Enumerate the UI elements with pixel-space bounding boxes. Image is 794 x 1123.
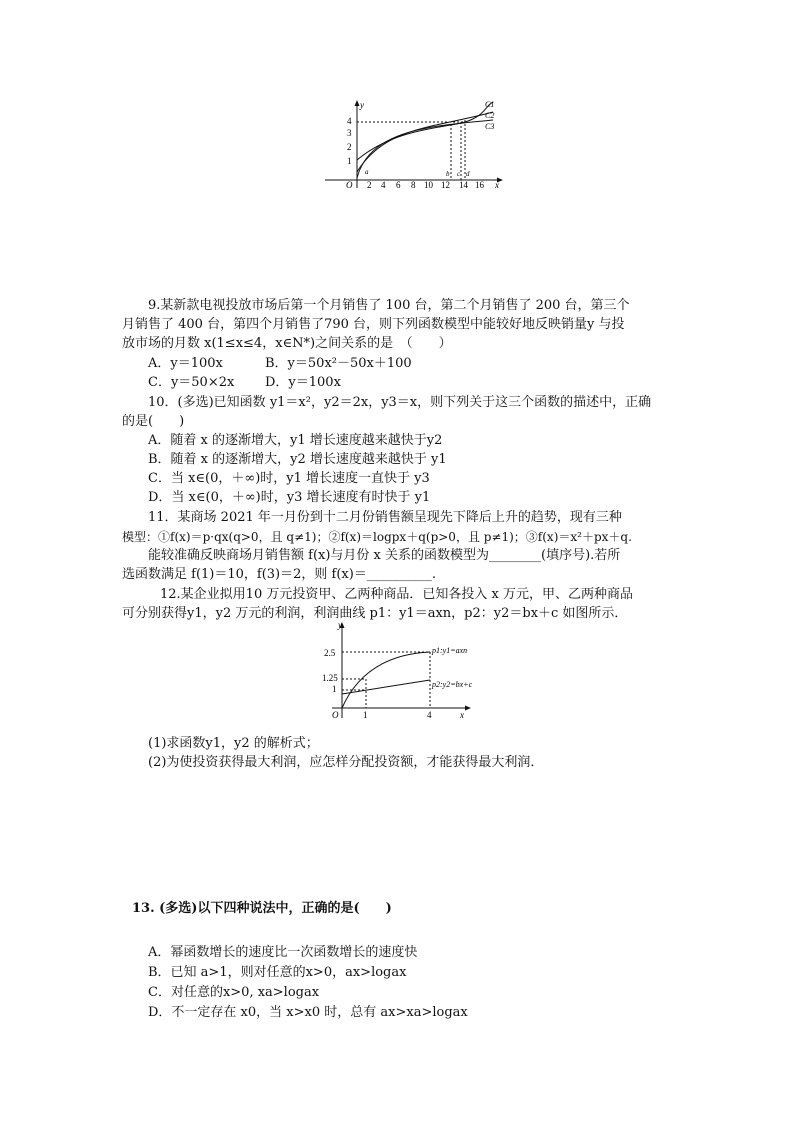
fig2-xtick: 4 [427, 710, 432, 720]
fig1-marker: d [466, 170, 470, 178]
fig1-marker: c [457, 170, 461, 178]
fig1-xtick: 2 [367, 180, 372, 190]
fig1-marker: b [446, 170, 450, 178]
fig1-curve-label: C3 [485, 122, 495, 131]
fig1-y-label: y [360, 100, 364, 110]
fig1-xtick: 6 [396, 180, 401, 190]
q10-option-b: B．随着 x 的逐渐增大，y2 增长速度越来越快于 y1 [148, 452, 447, 467]
figure-profit-curves [318, 620, 508, 724]
fig1-xtick: 14 [459, 180, 468, 190]
q13-option-d: D．不一定存在 x0，当 x>x0 时，总有 ax>xa>logax [148, 1005, 468, 1020]
fig1-curve-label: C1 [485, 100, 495, 109]
fig2-xtick: 1 [363, 710, 368, 720]
fig2-origin: O [332, 710, 339, 720]
fig1-origin: O [346, 180, 353, 190]
fig1-ytick: 1 [347, 156, 352, 166]
q9-option-a: A．y＝100x [148, 356, 223, 371]
fig1-curve-label: C2 [485, 111, 495, 120]
fig1-xtick: 10 [424, 180, 433, 190]
q11-line3: 能较准确反映商场月销售额 f(x)与月份 x 关系的函数模型为________(填序号).若所 [148, 548, 621, 563]
q10-line2: 的是( ) [122, 414, 185, 429]
q10-option-c: C．当 x∈(0，＋∞)时，y1 增长速度一直快于 y3 [148, 471, 430, 486]
fig2-curve2-label: p2:y2=bx+c [432, 680, 473, 689]
q13-title: 13. (多选)以下四种说法中，正确的是( ) [132, 901, 392, 916]
q12-sub1: (1)求函数y1，y2 的解析式； [148, 736, 319, 751]
q10-line1: 10．(多选)已知函数 y1＝x²，y2＝2x，y3＝x，则下列关于这三个函数的描述中，正确 [148, 395, 652, 410]
q13-option-a: A．幂函数增长的速度比一次函数增长的速度快 [148, 945, 418, 960]
fig1-ytick: 3 [347, 128, 352, 138]
fig1-ytick: 4 [347, 116, 352, 126]
q11-line2: 模型：①f(x)＝p·qx(q>0，且 q≠1)；②f(x)＝logpx＋q(p>0，且 p≠1)；③f(x)＝x²＋px＋q. [122, 530, 632, 544]
q12-line2: 可分别获得y1，y2 万元的利润，利润曲线 p1：y1＝axn，p2：y2＝bx＋c 如图所示． [122, 606, 628, 621]
q13-option-c: C．对任意的x>0, xa>logax [148, 985, 320, 1000]
q10-option-a: A．随着 x 的逐渐增大，y1 增长速度越来越快于y2 [148, 433, 443, 448]
q10-option-d: D．当 x∈(0，＋∞)时，y3 增长速度有时快于 y1 [148, 490, 431, 505]
fig2-ytick: 2.5 [324, 648, 336, 658]
fig1-xtick: 4 [381, 180, 386, 190]
fig2-x-label: x [460, 710, 464, 720]
q13-option-b: B．已知 a>1，则对任意的x>0，ax>logax [148, 965, 407, 980]
fig2-ytick: 1.25 [322, 673, 338, 683]
figure-growth-curves [325, 98, 505, 190]
q9-line3: 放市场的月数 x(1≤x≤4，x∈N*)之间关系的是 （ ） [122, 336, 452, 351]
fig2-curve1-label: p1:y1=axn [432, 646, 468, 655]
fig1-ytick: 2 [347, 142, 352, 152]
q9-option-b: B．y＝50x²－50x＋100 [265, 356, 412, 371]
fig1-xtick: 16 [475, 180, 484, 190]
fig1-x-label: x [495, 180, 499, 190]
fig1-xtick: 12 [441, 180, 450, 190]
q9-option-c: C．y＝50×2x [148, 375, 235, 390]
fig2-ytick: 1 [332, 684, 337, 694]
q9-line2: 月销售了 400 台，第四个月销售了790 台，则下列函数模型中能较好地反映销量y 与投 [122, 317, 625, 332]
fig2-y-label: y [338, 620, 342, 630]
q11-line1: 11．某商场 2021 年一月份到十二月份销售额呈现先下降后上升的趋势，现有三种 [148, 510, 622, 525]
fig1-marker: a [365, 168, 369, 176]
q12-sub2: (2)为使投资获得最大利润，应怎样分配投资额，才能获得最大利润． [148, 755, 544, 770]
q11-line4: 选函数满足 f(1)＝10，f(3)＝2，则 f(x)＝__________. [122, 567, 436, 582]
q9-line1: 9.某新款电视投放市场后第一个月销售了 100 台，第二个月销售了 200 台，第三个 [148, 298, 630, 313]
fig1-xtick: 8 [411, 180, 416, 190]
q12-line1: 12.某企业拟用10 万元投资甲、乙两种商品．已知各投入 x 万元，甲、乙两种商品 [160, 587, 633, 602]
q9-option-d: D．y＝100x [265, 375, 341, 390]
